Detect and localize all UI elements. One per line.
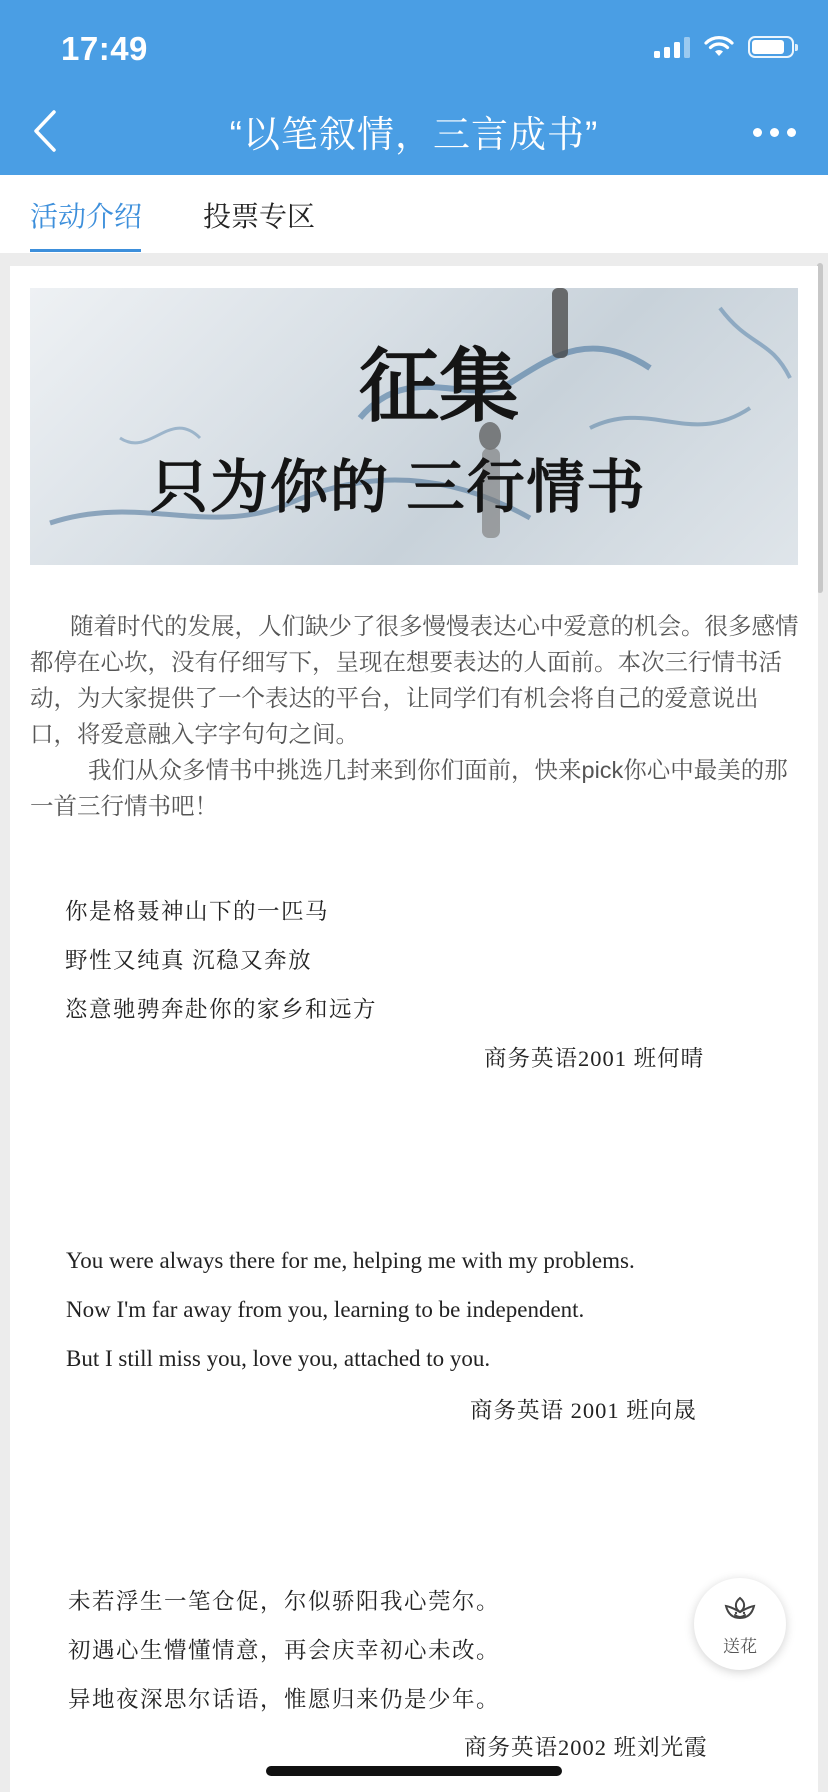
intro-paragraph-1: 随着时代的发展，人们缺少了很多慢慢表达心中爱意的机会。很多感情都停在心坎，没有仔细写下，呈现在想要表达的人面前。本次三行情书活动，为大家提供了一个表达的平台，让同学们有机会将自己的爱意说出口，将爱意融入字字句句之间。 [30,613,799,747]
poem-line: 未若浮生一笔仓促，尔似骄阳我心莞尔。 [68,1589,501,1614]
status-time: 17:49 [61,30,148,67]
banner-image [30,288,798,565]
more-button[interactable] [753,128,796,137]
banner-title: 征集 [359,344,519,432]
poem-line: 初遇心生懵懂情意，再会庆幸初心未改。 [68,1638,501,1663]
poem-line: 恣意驰骋奔赴你的家乡和远方 [65,997,378,1022]
intro-text [30,608,800,824]
send-flower-button[interactable] [694,1578,786,1670]
banner-subtitle: 只为你的 三行情书 [150,455,647,520]
tab-voting-zone[interactable]: 投票专区 [203,201,316,232]
cellular-signal-icon [654,36,690,58]
home-indicator[interactable] [266,1766,562,1776]
content-card [10,266,818,1792]
status-icons [654,36,794,58]
more-dots-icon [753,128,762,137]
poem-line: But I still miss you, love you, attached to you. [66,1346,491,1371]
tab-bar [0,175,828,253]
chevron-left-icon [30,106,66,156]
poem-line: You were always there for me, helping me with my problems. [66,1248,635,1273]
send-flower-label: 送花 [723,1637,757,1656]
poem-line: 异地夜深思尔话语，惟愿归来仍是少年。 [68,1687,501,1712]
battery-icon [748,36,794,58]
tab-activity-intro[interactable]: 活动介绍 [30,201,143,232]
poem-line: 你是格聂神山下的一匹马 [65,899,330,924]
poem-signature: 商务英语2001 班何晴 [484,1046,705,1071]
poem-signature: 商务英语 2001 班向晟 [470,1398,697,1423]
poem-line: Now I'm far away from you, learning to be independent. [66,1297,585,1322]
poem-line: 野性又纯真 沉稳又奔放 [65,948,313,973]
app-header [0,0,828,175]
active-tab-indicator [30,249,141,252]
intro-paragraph-2: 我们从众多情书中挑选几封来到你们面前，快来pick你心中最美的那一首三行情书吧！ [30,757,788,819]
back-button[interactable] [30,106,66,156]
flower-icon [722,1594,758,1630]
poem-signature: 商务英语2002 班刘光霞 [464,1735,708,1760]
wifi-icon [704,36,734,58]
page-title: “以笔叙情，三言成书” [229,114,599,155]
